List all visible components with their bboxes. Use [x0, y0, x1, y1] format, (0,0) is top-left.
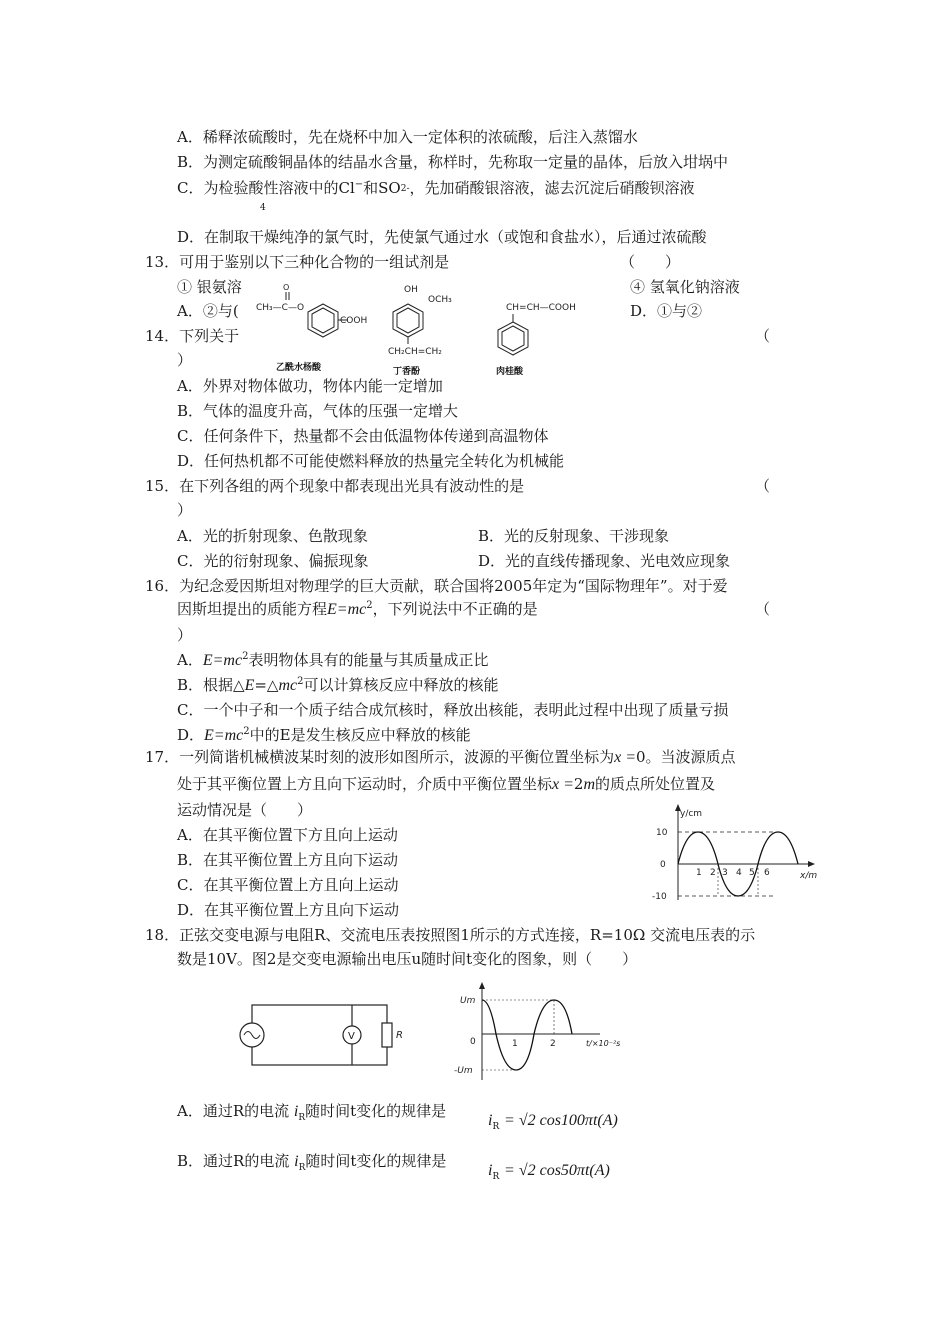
q18-option-b: B．通过R的电流 $i_R$随时间t变化的规律是	[177, 1152, 447, 1173]
wave-x-tick: 2	[710, 868, 716, 878]
voltage-graph	[450, 980, 660, 1085]
wave-y-bottom: -10	[652, 892, 667, 902]
q13-row1-left: ① 银氨溶	[177, 278, 242, 296]
graph-t1-label: 1	[512, 1039, 518, 1049]
q13-paren: （ ）	[620, 253, 681, 271]
q12-sulfate-subscript: 4	[260, 203, 266, 213]
q15-stem: 15．在下列各组的两个现象中都表现出光具有波动性的是	[145, 477, 525, 495]
q12-option-b: B．为测定硫酸铜晶体的结晶水含量，称样时，先称取一定量的晶体，后放入坩埚中	[177, 153, 729, 171]
q12-option-c: C．为检验酸性溶液中的Cl−和SO2-，先加硝酸银溶液，滤去沉淀后硝酸钡溶液	[177, 179, 695, 197]
q15-paren-close: ）	[177, 501, 193, 519]
q16-paren-open: （	[755, 600, 771, 618]
q18-option-a-formula: $i_R = √2$ cos100πt(A)	[488, 1112, 618, 1132]
voltmeter-label: V	[348, 1031, 355, 1042]
q15-option-b: B．光的反射现象、干涉现象	[478, 527, 670, 545]
q12-option-d: D．在制取干燥纯净的氯气时，先使氯气通过水（或饱和食盐水），后通过浓硫酸	[177, 228, 707, 246]
graph-neg-um-label: -Um	[454, 1066, 473, 1076]
q14-stem: 14．下列关于	[145, 327, 240, 345]
q16-option-c: C．一个中子和一个质子结合成氘核时，释放出核能，表明此过程中出现了质量亏损	[177, 701, 729, 719]
q17-line3: 运动情况是（ ）	[177, 801, 313, 819]
q15-option-c: C．光的衍射现象、偏振现象	[177, 552, 369, 570]
svg-text:CH₃—C—O: CH₃—C—O	[256, 303, 305, 313]
q17-line1: 17．一列简谐机械横波某时刻的波形如图所示，波源的平衡位置坐标为x =0。当波源质点	[145, 748, 736, 766]
graph-t2-label: 2	[550, 1039, 556, 1049]
q16-line1: 16．为纪念爱因斯坦对物理学的巨大贡献，联合国将2005年定为“国际物理年”。对于爱	[145, 577, 728, 595]
q12-option-a: A．稀释浓硫酸时，先在烧杯中加入一定体积的浓硫酸，后注入蒸馏水	[177, 128, 638, 146]
graph-um-label: Um	[460, 996, 476, 1006]
q18-option-b-formula: $i_R = √2$ cos50πt(A)	[488, 1162, 610, 1182]
q17-option-d: D．在其平衡位置上方且向下运动	[177, 901, 400, 919]
wave-graph	[640, 800, 820, 910]
q16-option-d: D．$E=mc^2$中的E是发生核反应中释放的核能	[177, 726, 471, 744]
svg-text:OH: OH	[404, 285, 418, 295]
chemical-structures-figure	[248, 280, 628, 380]
graph-t-axis-label: t/×10⁻²s	[586, 1039, 621, 1048]
q13-row1-right: ④ 氢氧化钠溶液	[630, 278, 740, 296]
q16-paren-close: ）	[177, 626, 193, 644]
q14-paren-open: （	[755, 327, 771, 345]
q17-option-c: C．在其平衡位置上方且向上运动	[177, 876, 399, 894]
wave-x-tick: 6	[764, 868, 770, 878]
q13-stem: 13．可用于鉴别以下三种化合物的一组试剂是	[145, 253, 450, 271]
svg-text:O: O	[283, 283, 290, 292]
wave-y-zero: 0	[660, 860, 666, 870]
q14-option-d: D．任何热机都不可能使燃料释放的热量完全转化为机械能	[177, 452, 565, 470]
wave-x-tick: 4	[736, 868, 742, 878]
wave-x-tick: 1	[696, 868, 702, 878]
svg-text:CH=CH—COOH: CH=CH—COOH	[506, 303, 576, 313]
q15-option-a: A．光的折射现象、色散现象	[177, 527, 368, 545]
struct3-label: 肉桂酸	[496, 367, 524, 377]
graph-zero-label: 0	[470, 1037, 476, 1047]
q13-row2-right: D．①与②	[630, 302, 703, 320]
svg-text:CH₂CH=CH₂: CH₂CH=CH₂	[388, 347, 442, 357]
q16-option-a: A．$E=mc^2$表明物体具有的能量与其质量成正比	[177, 651, 489, 669]
wave-y-top: 10	[656, 828, 668, 838]
svg-text:OCH₃: OCH₃	[428, 295, 452, 305]
q15-option-d: D．光的直线传播现象、光电效应现象	[478, 552, 731, 570]
resistor-icon	[382, 1023, 392, 1047]
wave-xlabel: x/m	[800, 871, 818, 881]
q15-paren-open: （	[755, 477, 771, 495]
struct2-label: 丁香酚	[393, 367, 421, 377]
q13-row2-left: A．②与(	[177, 302, 239, 320]
wave-x-tick: 5	[749, 868, 755, 878]
q17-option-b: B．在其平衡位置上方且向下运动	[177, 851, 399, 869]
q14-option-a: A．外界对物体做功，物体内能一定增加	[177, 377, 443, 395]
q18-line1: 18．正弦交变电源与电阻R、交流电压表按照图1所示的方式连接，R=10Ω 交流电压表的示	[145, 926, 756, 944]
resistor-label: R	[396, 1030, 403, 1041]
q17-option-a: A．在其平衡位置下方且向上运动	[177, 826, 398, 844]
circuit-diagram	[232, 990, 402, 1080]
q16-line2: 因斯坦提出的质能方程$E=mc^2$，下列说法中不正确的是	[177, 600, 538, 618]
q18-line2: 数是10V。图2是交变电源输出电压u随时间t变化的图象，则（ ）	[177, 950, 638, 968]
q18-option-a: A．通过R的电流 $i_R$随时间t变化的规律是	[177, 1102, 447, 1123]
q17-line2: 处于其平衡位置上方且向下运动时，介质中平衡位置坐标x =2m的质点所处位置及	[177, 775, 716, 793]
wave-ylabel: y/cm	[680, 809, 703, 819]
q14-option-c: C．任何条件下，热量都不会由低温物体传递到高温物体	[177, 427, 549, 445]
svg-text:COOH: COOH	[340, 316, 368, 326]
wave-x-tick: 3	[722, 868, 728, 878]
q16-option-b: B．根据$\triangle E=\triangle mc^2$可以计算核反应中释放的核能	[177, 676, 499, 694]
q14-paren-close: ）	[177, 351, 193, 369]
struct1-label: 乙酰水杨酸	[276, 363, 322, 373]
q14-option-b: B．气体的温度升高，气体的压强一定增大	[177, 402, 459, 420]
